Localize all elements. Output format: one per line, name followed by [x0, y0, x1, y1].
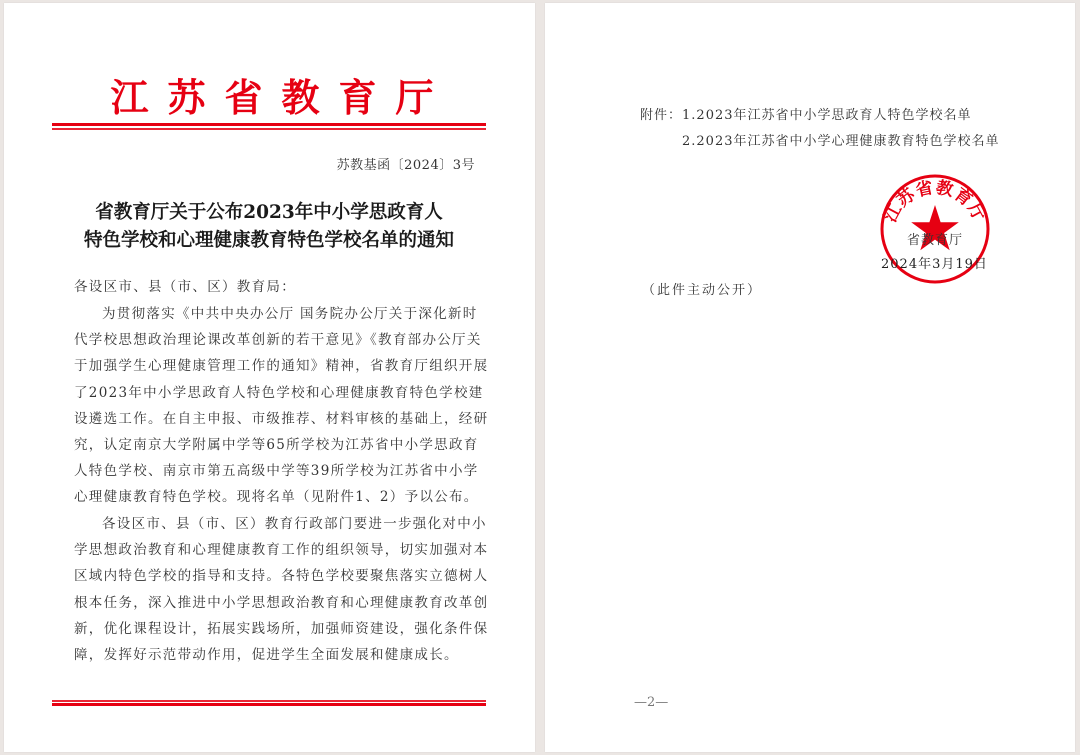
paragraph-line: 了2023年中小学思政育人特色学校和心理健康教育特色学校建 [74, 384, 484, 401]
salutation: 各设区市、县（市、区）教育局： [74, 279, 296, 295]
document-title [44, 199, 494, 255]
title-line-2: 特色学校和心理健康教育特色学校名单的通知 [83, 230, 454, 251]
seal-text: 江苏省教育厅 [880, 177, 990, 226]
paragraph-line: 为贯彻落实《中共中央办公厅 国务院办公厅关于深化新时 [102, 306, 478, 322]
masthead-red-rule [52, 123, 486, 130]
attachment-item-1 [640, 103, 1000, 129]
masthead-title: 江苏省教育厅 [110, 75, 453, 120]
disclosure-note: （此件主动公开） [642, 283, 763, 298]
paragraph-line: 于加强学生心理健康管理工作的通知》精神，省教育厅组织开展 [74, 358, 489, 375]
paragraph-line: 心理健康教育特色学校。现将名单（见附件1、2）予以公布。 [74, 489, 479, 506]
attachments-block [640, 103, 1000, 155]
attachment-title: 2.2023年江苏省中小学心理健康教育特色学校名单 [682, 134, 1000, 149]
document-number: 苏教基函〔2024〕3号 [336, 158, 475, 173]
paragraph-line: 障，发挥好示范带动作用，促进学生全面发展和健康成长。 [74, 646, 459, 663]
paragraph-line: 根本任务，深入推进中小学思想政治教育和心理健康教育改革创 [74, 594, 489, 611]
signer-name: 省教育厅 [907, 233, 964, 248]
attachments-label: 附件： [640, 108, 683, 123]
issue-date: 2024年3月19日 [881, 257, 988, 272]
paragraph-line: 究，认定南京大学附属中学等65所学校为江苏省中小学思政育 [74, 436, 479, 453]
paragraph-line: 新，优化课程设计，拓展实践场所，加强师资建设，强化条件保 [74, 620, 489, 637]
paragraph-line: 人特色学校、南京市第五高级中学等39所学校为江苏省中小学 [74, 463, 479, 480]
footer-red-rule [52, 700, 486, 707]
attachment-title: 1.2023年江苏省中小学思政育人特色学校名单 [682, 108, 972, 123]
title-line-1: 省教育厅关于公布2023年中小学思政育人 [95, 202, 443, 223]
paragraph-1 [74, 301, 489, 511]
paragraph-line: 各设区市、县（市、区）教育行政部门要进一步强化对中小 [102, 516, 487, 532]
attachment-item-2 [640, 129, 1000, 155]
document-page-2 [545, 3, 1075, 752]
paragraph-line: 学思想政治教育和心理健康教育工作的组织领导，切实加强对本 [74, 542, 489, 559]
paragraph-line: 代学校思想政治理论课改革创新的若干意见》《教育部办公厅关 [74, 332, 482, 349]
page-number: —2— [634, 695, 669, 710]
paragraph-line: 设遴选工作。在自主申报、市级推荐、材料审核的基础上，经研 [74, 410, 489, 427]
paragraph-line: 区域内特色学校的指导和支持。各特色学校要聚焦落实立德树人 [74, 568, 489, 585]
document-page-1 [4, 3, 535, 752]
paragraph-2 [74, 511, 489, 668]
